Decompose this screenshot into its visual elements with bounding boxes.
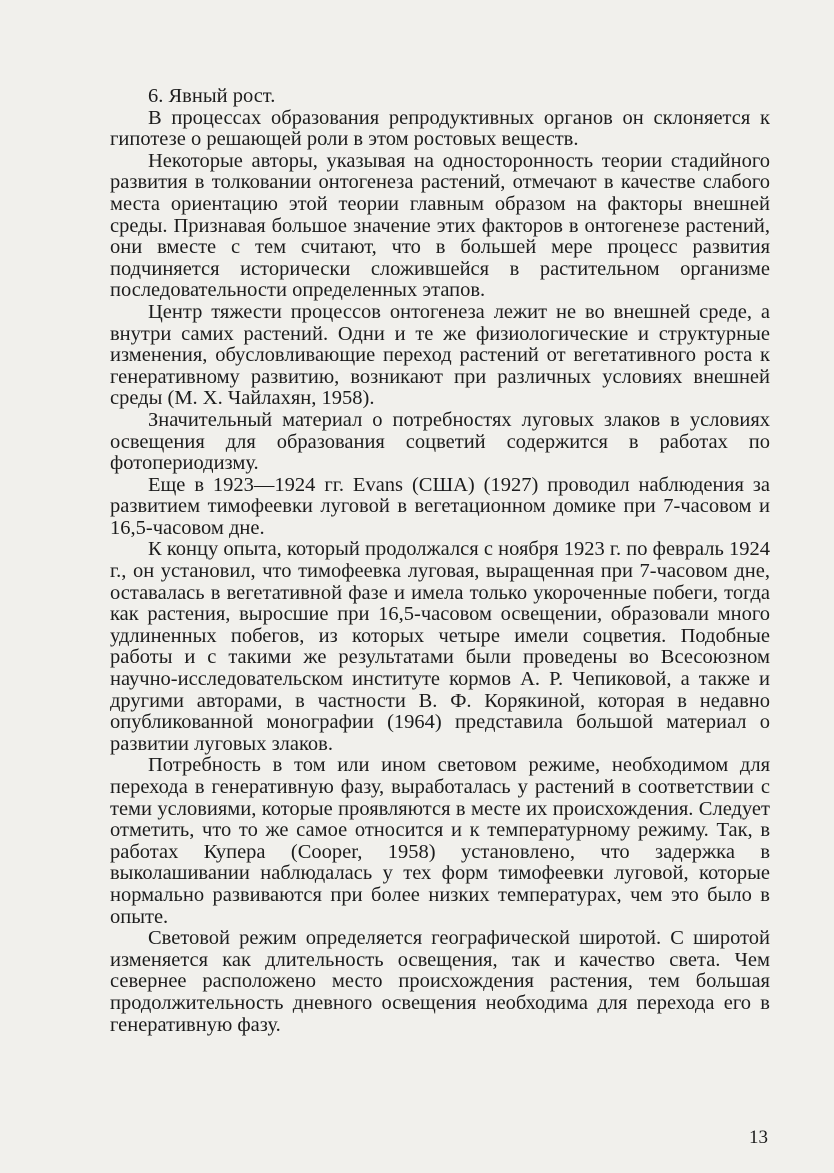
paragraph-5: Еще в 1923—1924 гг. Evans (США) (1927) проводил наблюдения за развитием тимофеевки луговой в вегетационном домике при 7-часовом и 16,5-часовом дне. — [110, 473, 770, 539]
section-heading: 6. Явный рост. — [148, 85, 276, 107]
paragraph-2: Некоторые авторы, указывая на односторонность теории стадийного развития в толковании онтогенеза растений, отмечают в качестве слабого места ориентацию этой теории главным образом на факторы внешней среды. Признавая большое значение этих факторов в онтогенезе растений, они вместе с тем считают, что в большей мере процесс развития подчиняется исторически сложившейся в растительном организме последовательности определенных этапов. — [110, 149, 770, 302]
paragraph-8: Световой режим определяется географической широтой. С широтой изменяется как длительность освещения, так и качество света. Чем севернее расположено место происхождения растения, тем большая продолжительность дневного освещения необходима для перехода его в генеративную фазу. — [110, 927, 770, 1036]
paragraph-6: К концу опыта, который продолжался с ноября 1923 г. по февраль 1924 г., он установил, что тимофеевка луговая, выращенная при 7-часовом дне, оставалась в вегетативной фазе и имела только укороченные побеги, тогда как растения, выросшие при 16,5-часовом освещении, образовали много удлиненных побегов, из которых четыре имели соцветия. Подобные работы и с такими же результатами были проведены во Всесоюзном научно-исследовательском институте кормов А. Р. Чепиковой, а также и другими авторами, в частности В. Ф. Корякиной, которая в недавно опубликованной монографии (1964) представила большой материал о развитии луговых злаков. — [110, 538, 770, 755]
paragraph-4: Значительный материал о потребностях луговых злаков в условиях освещения для образования соцветий содержится в работах по фотопериодизму. — [110, 408, 770, 475]
paragraph-1: В процессах образования репродуктивных органов он склоняется к гипотезе о решающей роли в этом ростовых веществ. — [110, 106, 770, 151]
paragraph-3: Центр тяжести процессов онтогенеза лежит не во внешней среде, а внутри самих растений. Одни и те же физиологические и структурные изменения, обусловливающие переход растений от вегетативного роста к генеративному развитию, возникают при различных условиях внешней среды (М. Х. Чайлахян, 1958). — [110, 300, 770, 410]
paragraph-7: Потребность в том или ином световом режиме, необходимом для перехода в генеративную фазу, выработалась у растений в соответствии с теми условиями, которые проявляются в месте их происхождения. Следует отметить, что то же самое относится и к температурному режиму. Так, в работах Купера (Cooper, 1958) установлено, что задержка в выколашивании наблюдалась у тех форм тимофеевки луговой, которые нормально развиваются при более низких температурах, чем это было в опыте. — [110, 754, 770, 928]
page-number: 13 — [749, 1127, 768, 1148]
page-body — [110, 86, 770, 1036]
